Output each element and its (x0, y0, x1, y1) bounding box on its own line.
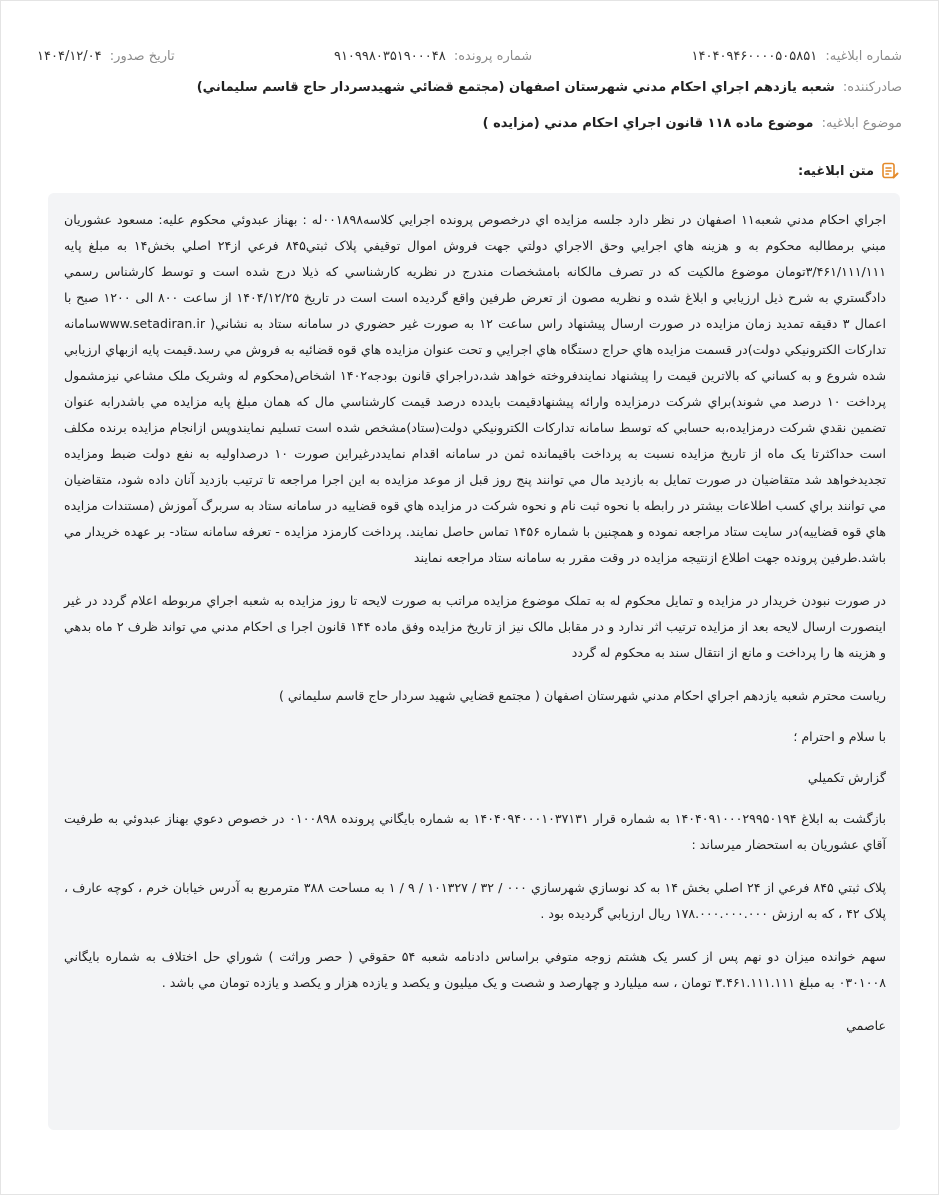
case-number-value: ۹۱۰۹۹۸۰۳۵۱۹۰۰۰۴۸ (333, 48, 446, 64)
share-paragraph: سهم خوانده ميزان دو نهم پس از كسر يک هشتم زوجه متوفي براساس دادنامه شعبه ۵۴ حقوقي ( حصر وراثت ) شوراي حل اختلاف به شماره بايگاني ۰۳۰۱۰۰۸ به مبلغ ۳.۴۶۱.۱۱۱.۱۱۱ تومان ، سه ميليارد و چهارصد و شصت و يک ميليون و يكصد و يازده هزار و يكصد و يازده تومان مي باشد . (64, 949, 886, 990)
issuer-label: صادرکننده: (842, 80, 902, 95)
notice-number (692, 49, 902, 64)
notice-meta-row (37, 45, 902, 67)
greeting-paragraph: با سلام و احترام ؛ (793, 729, 886, 744)
issuer-value: شعبه يازدهم اجراي احكام مدني شهرستان اصفهان (مجتمع قضائي شهيدسردار حاج قاسم سليماني) (196, 80, 835, 95)
notice-number-value: ۱۴۰۴۰۹۴۶۰۰۰۰۵۰۵۸۵۱ (691, 48, 818, 64)
report-reference-paragraph: بازگشت به ابلاغ ۱۴۰۴۰۹۱۰۰۰۲۹۹۵۰۱۹۴ به شماره قرار ۱۴۰۴۰۹۴۰۰۰۱۰۳۷۱۳۱ به شماره بايگاني پرونده ۰۱۰۰۸۹۸ در خصوص دعوي بهناز عبدوئي به طرفيت آقاي عشوريان به استحضار ميرساند : (64, 811, 887, 852)
case-number-label: شماره پرونده: (453, 48, 533, 64)
notice-text-heading (798, 161, 900, 181)
property-paragraph: پلاک ثبتي ۸۴۵ فرعي از ۲۴ اصلي بخش ۱۴ به كد نوسازي شهرسازي ۰۰۰ / ۳۲ / ۱۰۱۳۲۷ / ۹ / ۱ به مساحت ۳۸۸ مترمربع به آدرس خيابان خرم ، كوچه عارف ، پلاک ۴۲ ، كه به ارزش ۱۷۸.۰۰۰.۰۰۰.۰۰۰ ريال ارزيابي گرديده بود . (64, 880, 887, 921)
subject-line (37, 116, 902, 131)
addressee-paragraph: رياست محترم شعبه يازدهم اجراي احكام مدني شهرستان اصفهان ( مجتمع قضايي شهيد سردار حاج قاسم سليماني ) (279, 688, 886, 703)
auction-paragraph: اجراي احكام مدني شعبه۱۱ اصفهان در نظر دارد جلسه مزايده اي درخصوص پرونده اجرايي كلاسه۰۰۱۸۹۸له : بهناز عبدوئي محكوم عليه: مسعود عشوريان مبني برمطالبه محكوم به و هزينه هاي اجرايي وحق الاجراي دولتي جهت فروش اموال توقيفي پلاک ثبتي۸۴۵ فرعي از۲۴ اصلي بخش۱۴ به مبلغ پايه ۳/۴۶۱/۱۱۱/۱۱۱تومان موضوع مالكيت كه در تصرف مالكانه بامشخصات مندرج در نظريه كارشناسي كه ذيلا درج شده است و توسط كارشناس رسمي دادگستري به شرح ذيل ارزيابي و ابلاغ شده و نظريه مصون از تعرض طرفين واقع گرديده است است در تاريخ ۱۴۰۴/۱۲/۲۵ از ساعت ۸۰۰ الی ۱۲۰۰ صبح با اعمال ۳ دقيقه تمديد زمان مزايده در صورت ارسال پيشنهاد راس ساعت ۱۲ به صورت غير حضوري در سامانه ستاد به نشاني( www.setadiran.irسامانه تداركات الكترونيكي دولت)در قسمت مزايده هاي حراج دستگاه هاي اجرايي و تحت عنوان مزايده هاي قوه قضائيه به فروش مي رسد.قيمت پايه ازبهاي ارزيابي شده شروع و به كساني كه بالاترين قيمت را پيشنهاد نمايندفروخته خواهد شد،دراجراي قانون بودجه۱۴۰۲ اشخاص(محكوم له وشريک ملک مشاعي نيزمشمول پرداخت ۱۰ درصد مي شوند)براي شركت درمزايده وارائه پيشنهادقيمت بايدده درصد قيمت كارشناسي مال كه همان مبلغ پايه مزايده مي باشدرابه عنوان تضمين نقدي شركت درمزايده،به حسابي كه توسط سامانه تداركات الكترونيكي دولت(ستاد)مشخص شده است تسليم نمايندوپس ازانجام مزايده برنده مكلف است حداكثرتا يک ماه از تاريخ مزايده نسبت به پرداخت باقيمانده ثمن در سامانه اقدام نمايددرغيراين صورت ۱۰ درصداوليه به نفع دولت ضبط ومزايده تجديدخواهد شد متقاضيان در صورت تمايل به بازديد مال مي توانند پنج روز قبل از موعد مزايده به اين اجرا مراجعه تا ترتيب بازديد آنان داده شود، متقاضيان مي توانند براي كسب اطلاعات بيشتر در رابطه با نحوه ثبت نام و نحوه شركت در مزايده هاي قوه قضاييه در سامانه ستاد به سربرگ آموزش (مستندات مزايده هاي قوه قضاييه)در سايت ستاد مراجعه نموده و همچنين با شماره ۱۴۵۶ تماس حاصل نمايند. پرداخت كارمزد مزايده - تعرفه سامانه ستاد- بر عهده خريدار مي باشد.طرفين پرونده جهت اطلاع ازنتيجه مزايده در وقت مقرر به سامانه ستاد مراجعه نمايند (64, 212, 887, 565)
notice-text-body (48, 193, 900, 1130)
subject-label: موضوع ابلاغیه: (821, 116, 902, 131)
document-edit-icon (880, 161, 900, 181)
issue-date-label: تاریخ صدور: (109, 48, 175, 64)
issue-date-value: ۱۴۰۴/۱۲/۰۴ (37, 48, 102, 64)
notice-number-label: شماره ابلاغیه: (825, 48, 902, 64)
issue-date (37, 49, 175, 64)
report-title-paragraph: گزارش تكميلي (807, 770, 886, 785)
issuer-line (37, 80, 902, 95)
notice-text-heading-label: متن ابلاغیه: (797, 163, 874, 179)
subject-value: موضوع ماده ۱۱۸ قانون اجراي احكام مدني (مزايده ) (482, 116, 814, 131)
no-buyer-paragraph: در صورت نبودن خريدار در مزايده و تمايل محكوم له به تملک موضوع مزايده مراتب به صورت لايحه تا روز مزايده به شعبه اجراي مربوطه اعلام گردد در غير اينصورت ارسال لايحه بعد از مزايده ترتيب اثر ندارد و در مقابل مالک نيز از تاريخ مزايده وفق ماده ۱۴۴ قانون اجرا ی احكام مدني مي تواند ظرف ۲ ماه بدهي و هزينه ها را پرداخت و مانع از انتقال سند به محكوم له گردد (64, 593, 886, 660)
case-number (334, 49, 532, 64)
signature-paragraph: عاصمي (846, 1018, 886, 1033)
